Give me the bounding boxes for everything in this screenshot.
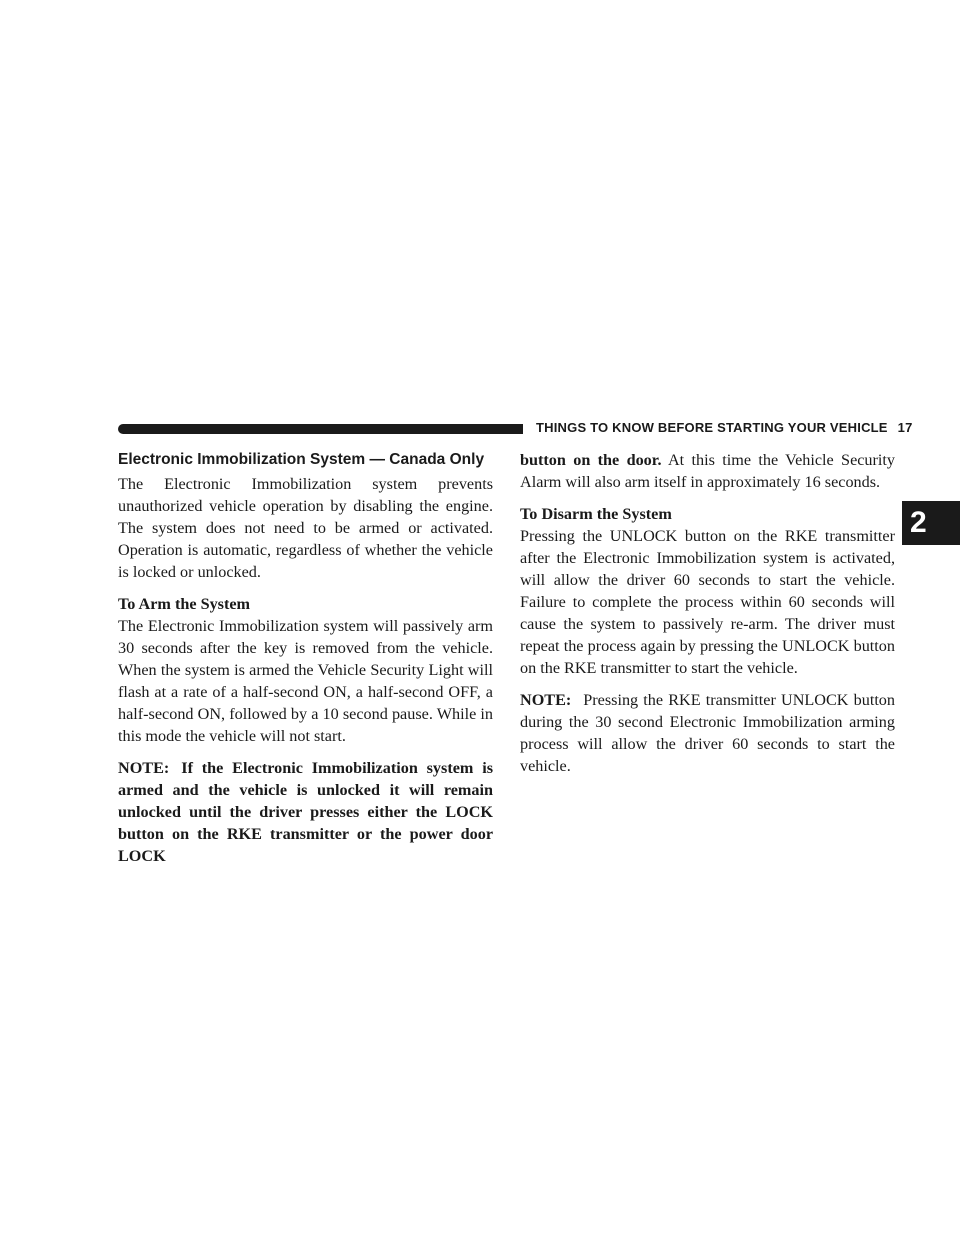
arm-heading: To Arm the System xyxy=(118,595,251,613)
disarm-paragraph: Pressing the UNLOCK button on the RKE transmitter after the Electronic Immobilization system is activated, will allow the driver 60 seconds to start the vehicle. Failure to complete the process within 60 seconds will cause the system to passively re-arm. The driver must repeat the process again by pressing the UNLOCK button on the RKE transmitter to start the vehicle. xyxy=(520,527,895,677)
note-1-tail: At this time the Vehicle Security Alarm will also arm itself in approximately 16 seconds. xyxy=(520,451,896,491)
note-1 xyxy=(118,757,493,867)
header-rule xyxy=(118,424,523,434)
disarm-heading: To Disarm the System xyxy=(520,505,672,523)
running-header xyxy=(536,420,913,435)
note-1-label: NOTE: xyxy=(118,759,170,777)
chapter-tab: 2 xyxy=(902,501,960,545)
note-2-text: Pressing the RKE transmitter UNLOCK button during the 30 second Electronic Immobilization arming process will allow the driver 60 seconds to start the vehicle. xyxy=(520,691,895,775)
section-title: Electronic Immobilization System — Canada Only xyxy=(118,451,485,468)
intro-paragraph: The Electronic Immobilization system prevents unauthorized vehicle operation by disabling the engine. The system does not need to be armed or activated. Operation is automatic, regardless of whether the vehicle is locked or unlocked. xyxy=(118,475,493,581)
running-title: THINGS TO KNOW BEFORE STARTING YOUR VEHICLE xyxy=(536,420,888,435)
note-1-text: If the Electronic Immobilization system is armed and the vehicle is unlocked it will remain unlocked until the driver presses either the LOCK button on the RKE transmitter or the power door LOCK xyxy=(118,759,493,865)
note-1-continuation xyxy=(520,449,895,493)
right-column xyxy=(520,449,895,787)
note-2-label: NOTE: xyxy=(520,691,572,709)
arm-paragraph: The Electronic Immobilization system will passively arm 30 seconds after the key is removed from the vehicle. When the system is armed the Vehicle Security Light will flash at a rate of a half-second ON, a half-second OFF, a half-second ON, followed by a 10 second pause. While in this mode the vehicle will not start. xyxy=(118,617,493,745)
page-number: 17 xyxy=(897,420,913,435)
note-2 xyxy=(520,689,895,777)
left-column xyxy=(118,449,493,877)
note-1-continued-bold: button on the door. xyxy=(520,451,662,469)
